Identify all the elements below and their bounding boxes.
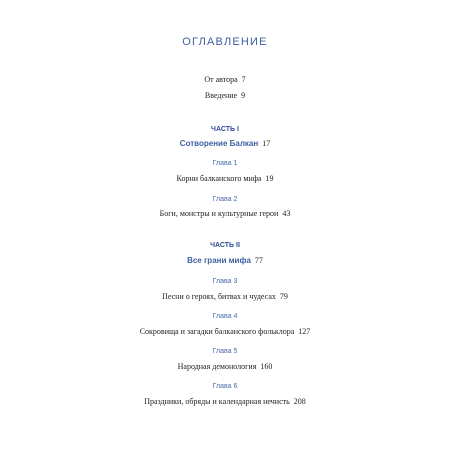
toc-entry-chapter[interactable]	[0, 175, 450, 183]
chapter-label: Глава 4	[212, 313, 238, 320]
part-title-text: Сотворение Балкан	[179, 139, 259, 148]
toc-entry-title: Народная демонология	[177, 362, 257, 371]
toc-entry-introduction[interactable]	[0, 92, 450, 100]
toc-entry-chapter[interactable]	[0, 210, 450, 218]
toc-entry-page: 19	[265, 174, 274, 183]
toc-part-title[interactable]	[0, 140, 450, 148]
toc-entry-chapter[interactable]	[0, 398, 450, 406]
toc-entry-author[interactable]	[0, 76, 450, 84]
toc-part-title[interactable]	[0, 257, 450, 265]
toc-entry-title: Корни балканского мифа	[176, 174, 262, 183]
toc-entry-chapter[interactable]	[0, 293, 450, 301]
chapter-label: Глава 5	[212, 348, 238, 355]
toc-entry-page: 160	[260, 362, 273, 371]
toc-entry-page: 127	[298, 327, 311, 336]
page-title: ОГЛАВЛЕНИЕ	[182, 36, 268, 48]
part-label: ЧАСТЬ II	[210, 242, 240, 249]
toc-entry-page: 7	[241, 75, 246, 84]
toc-entry-title: Песни о героях, битвах и чудесах	[162, 292, 276, 301]
toc-entry-page: 17	[262, 139, 271, 148]
chapter-label: Глава 1	[212, 160, 238, 167]
toc-entry-chapter[interactable]	[0, 363, 450, 371]
part-title-text: Все грани мифа	[187, 256, 251, 265]
chapter-label: Глава 2	[212, 196, 238, 203]
toc-entry-page: 43	[282, 209, 291, 218]
toc-entry-title: Введение	[204, 91, 238, 100]
toc-entry-chapter[interactable]	[0, 328, 450, 336]
chapter-label: Глава 6	[212, 383, 238, 390]
toc-entry-title: Боги, монстры и культурные герои	[159, 209, 279, 218]
toc-entry-page: 77	[254, 256, 263, 265]
toc-entry-title: Праздники, обряды и календарная нечисть	[144, 397, 290, 406]
toc-entry-title: Сокровища и загадки балканского фольклора	[139, 327, 295, 336]
toc-entry-page: 208	[293, 397, 306, 406]
chapter-label: Глава 3	[212, 278, 238, 285]
toc-entry-page: 79	[279, 292, 288, 301]
toc-entry-page: 9	[241, 91, 246, 100]
toc-entry-title: От автора	[204, 75, 238, 84]
part-label: ЧАСТЬ I	[211, 126, 239, 133]
